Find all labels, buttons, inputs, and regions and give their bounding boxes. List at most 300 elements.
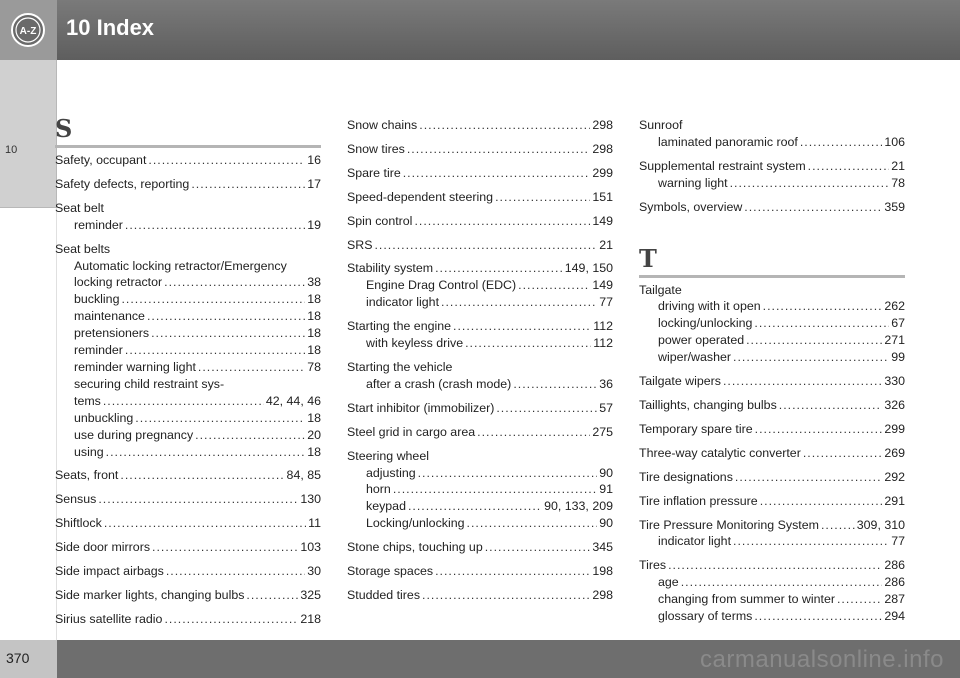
entry-page-number: 198 xyxy=(592,564,613,579)
dot-leader xyxy=(405,141,590,158)
entry-page-number: 84, 85 xyxy=(286,468,321,483)
index-subentry xyxy=(347,515,613,532)
section-letter: S xyxy=(55,114,73,143)
index-subentry xyxy=(347,277,613,294)
entry-text: Seat belt xyxy=(55,200,104,215)
index-subentry xyxy=(639,608,905,625)
chapter-tab xyxy=(0,60,57,208)
entry-text: Steering wheel xyxy=(347,448,429,463)
dot-leader xyxy=(752,315,889,332)
section-letter: T xyxy=(639,243,657,273)
index-entry xyxy=(347,189,613,206)
watermark: carmanualsonline.info xyxy=(700,646,944,673)
index-subentry xyxy=(55,308,321,325)
entry-page-number: 18 xyxy=(307,309,321,324)
dot-leader xyxy=(679,574,883,591)
entry-text: Sensus xyxy=(55,492,97,507)
entry-page-number: 325 xyxy=(300,587,321,602)
index-column-3 xyxy=(639,117,905,632)
dot-leader xyxy=(511,376,597,393)
dot-leader xyxy=(819,517,855,534)
dot-leader xyxy=(101,393,264,410)
index-subentry xyxy=(639,332,905,349)
entry-text: Tailgate xyxy=(639,282,682,297)
entry-text: laminated panoramic roof xyxy=(658,134,798,149)
index-subentry xyxy=(55,342,321,359)
index-entry-line xyxy=(639,158,905,175)
entry-page-number: 18 xyxy=(307,292,321,307)
entry-page-number: 269 xyxy=(884,445,905,460)
index-entry-line xyxy=(639,117,905,134)
index-subentry xyxy=(639,134,905,151)
index-entry-line xyxy=(639,445,905,462)
dot-leader xyxy=(162,274,305,291)
dot-leader xyxy=(406,498,542,515)
entry-page-number: 112 xyxy=(593,336,613,351)
dot-leader xyxy=(162,611,298,628)
entry-page-number: 78 xyxy=(891,175,905,190)
dot-leader xyxy=(731,533,889,550)
entry-page-number: 359 xyxy=(884,199,905,214)
index-entry-line xyxy=(347,117,613,134)
entry-text: Side impact airbags xyxy=(55,564,164,579)
index-subentry xyxy=(347,294,613,311)
entry-page-number: 292 xyxy=(884,469,905,484)
entry-text: Three-way catalytic converter xyxy=(639,445,801,460)
entry-page-number: 291 xyxy=(884,493,905,508)
entry-page-number: 78 xyxy=(307,359,321,374)
entry-text: Temporary spare tire xyxy=(639,421,753,436)
entry-text: Steel grid in cargo area xyxy=(347,424,476,439)
entry-text: horn xyxy=(366,482,391,497)
dot-leader xyxy=(119,291,305,308)
index-entry-line xyxy=(639,469,905,486)
entry-page-number: 20 xyxy=(307,427,321,442)
entry-text: after a crash (crash mode) xyxy=(366,376,512,391)
entry-text: indicator light xyxy=(658,534,732,549)
index-entry xyxy=(55,515,321,532)
entry-text: Safety defects, reporting xyxy=(55,176,190,191)
index-entry xyxy=(347,539,613,556)
index-entry xyxy=(347,400,613,417)
index-entry xyxy=(639,117,905,151)
index-entry-line xyxy=(639,557,905,574)
dot-leader xyxy=(463,335,591,352)
entry-page-number: 345 xyxy=(592,540,613,555)
chapter-tab-label: 10 xyxy=(5,144,18,156)
index-entry xyxy=(639,158,905,192)
entry-text: Starting the engine xyxy=(347,319,452,334)
dot-leader xyxy=(475,424,590,441)
dot-leader xyxy=(118,467,284,484)
entry-text: using xyxy=(74,444,104,459)
index-entry xyxy=(639,469,905,486)
entry-page-number: 57 xyxy=(599,400,613,415)
index-subentry xyxy=(639,349,905,366)
dot-leader xyxy=(721,373,882,390)
index-subentry xyxy=(55,274,321,291)
index-entry-line xyxy=(347,587,613,604)
entry-page-number: 286 xyxy=(884,558,905,573)
dot-leader xyxy=(102,515,306,532)
entry-page-number: 299 xyxy=(592,165,613,180)
a-z-index-icon xyxy=(10,12,46,48)
entry-page-number: 77 xyxy=(599,295,613,310)
entry-text: Seat belts xyxy=(55,241,111,256)
entry-text: securing child restraint sys- xyxy=(74,376,225,391)
index-entry-line xyxy=(55,539,321,556)
letter-heading xyxy=(55,112,321,148)
entry-page-number: 287 xyxy=(884,592,905,607)
entry-text: Sirius satellite radio xyxy=(55,611,163,626)
entry-page-number: 19 xyxy=(307,217,321,232)
index-entry-line xyxy=(347,539,613,556)
dot-leader xyxy=(164,563,305,580)
entry-page-number: 99 xyxy=(891,350,905,365)
dot-leader xyxy=(433,563,590,580)
entry-text: warning light xyxy=(658,175,728,190)
dot-leader xyxy=(483,539,591,556)
svg-text:A-Z: A-Z xyxy=(19,26,37,37)
page-title: 10 Index xyxy=(66,15,155,40)
entry-page-number: 21 xyxy=(599,237,613,252)
index-entry xyxy=(347,424,613,441)
dot-leader xyxy=(758,493,883,510)
index-entry xyxy=(347,318,613,352)
index-entry-line xyxy=(347,141,613,158)
index-entry xyxy=(347,563,613,580)
entry-text: wiper/washer xyxy=(658,350,731,365)
dot-leader xyxy=(244,587,298,604)
entry-text: Sunroof xyxy=(639,118,683,132)
dot-leader xyxy=(744,332,882,349)
entry-text: Tires xyxy=(639,558,667,573)
dot-leader xyxy=(145,308,305,325)
entry-page-number: 294 xyxy=(884,609,905,624)
dot-leader xyxy=(753,421,883,438)
entry-page-number: 90 xyxy=(599,516,613,531)
entry-page-number: 42, 44, 46 xyxy=(265,393,321,408)
dot-leader xyxy=(196,359,305,376)
dot-leader xyxy=(417,117,590,134)
index-entry-line xyxy=(55,467,321,484)
index-entry xyxy=(639,282,905,367)
index-entry xyxy=(347,141,613,158)
entry-text: with keyless drive xyxy=(366,336,464,351)
entry-text: Tire Pressure Monitoring System xyxy=(639,517,819,532)
entry-text: Spare tire xyxy=(347,165,401,180)
entry-page-number: 36 xyxy=(599,376,613,391)
index-entry-line xyxy=(639,517,905,534)
index-entry xyxy=(55,611,321,628)
dot-leader xyxy=(761,298,883,315)
index-subentry xyxy=(639,574,905,591)
section-gap xyxy=(639,223,905,242)
dot-leader xyxy=(149,325,305,342)
entry-text: reminder xyxy=(74,343,123,358)
dot-leader xyxy=(123,217,305,234)
index-subentry xyxy=(55,427,321,444)
index-entry-line xyxy=(55,152,321,169)
entry-page-number: 151 xyxy=(592,189,613,204)
entry-page-number: 326 xyxy=(884,397,905,412)
index-column-2 xyxy=(347,117,613,611)
index-entry xyxy=(639,557,905,625)
entry-text: maintenance xyxy=(74,309,145,324)
entry-page-number: 21 xyxy=(891,158,905,173)
index-entry-line xyxy=(55,563,321,580)
entry-text: Tailgate wipers xyxy=(639,374,721,389)
entry-text: indicator light xyxy=(366,295,440,310)
dot-leader xyxy=(439,294,597,311)
page-gutter xyxy=(0,208,57,640)
index-entry-line xyxy=(639,421,905,438)
entry-page-number: 271 xyxy=(884,333,905,348)
index-entry-line xyxy=(347,318,613,335)
index-entry xyxy=(347,237,613,254)
dot-leader xyxy=(494,400,597,417)
dot-leader xyxy=(742,199,882,216)
index-subentry xyxy=(55,393,321,410)
index-subentry xyxy=(347,498,613,515)
dot-leader xyxy=(372,237,597,254)
index-entry xyxy=(55,491,321,508)
index-entry xyxy=(347,587,613,604)
entry-text: SRS xyxy=(347,237,373,252)
dot-leader xyxy=(150,539,298,556)
entry-text: buckling xyxy=(74,292,120,307)
index-subentry xyxy=(55,217,321,234)
page-number: 370 xyxy=(6,650,30,666)
dot-leader xyxy=(777,397,883,414)
entry-text: Side marker lights, changing bulbs xyxy=(55,587,245,602)
index-entry xyxy=(639,199,905,216)
dot-leader xyxy=(133,410,305,427)
entry-page-number: 275 xyxy=(592,424,613,439)
index-entry-line xyxy=(347,260,613,277)
index-column-1 xyxy=(55,112,321,635)
entry-page-number: 18 xyxy=(307,444,321,459)
index-entry-line xyxy=(55,587,321,604)
index-entry-line xyxy=(347,213,613,230)
entry-text: unbuckling xyxy=(74,410,134,425)
index-entry-line xyxy=(55,491,321,508)
entry-text: Speed-dependent steering xyxy=(347,189,494,204)
index-entry xyxy=(347,260,613,311)
entry-text: Spin control xyxy=(347,213,413,228)
index-subentry xyxy=(55,410,321,427)
entry-text: Stone chips, touching up xyxy=(347,540,483,555)
index-entry xyxy=(347,165,613,182)
entry-text: locking/unlocking xyxy=(658,316,753,331)
entry-text: Symbols, overview xyxy=(639,199,743,214)
entry-text: Taillights, changing bulbs xyxy=(639,397,777,412)
index-entry-line xyxy=(55,241,321,258)
index-entry-line xyxy=(55,200,321,217)
entry-text: driving with it open xyxy=(658,299,761,314)
dot-leader xyxy=(123,342,305,359)
entry-page-number: 30 xyxy=(307,564,321,579)
entry-text: Snow tires xyxy=(347,141,405,156)
index-subentry xyxy=(347,465,613,482)
dot-leader xyxy=(801,445,882,462)
entry-page-number: 77 xyxy=(891,534,905,549)
dot-leader xyxy=(752,608,882,625)
letter-heading xyxy=(639,242,905,278)
entry-page-number: 218 xyxy=(300,611,321,626)
index-subentry xyxy=(347,376,613,393)
index-subentry xyxy=(55,291,321,308)
index-subentry xyxy=(55,376,321,393)
page-number-tab xyxy=(0,640,57,678)
entry-text: reminder warning light xyxy=(74,359,196,374)
entry-page-number: 38 xyxy=(307,275,321,290)
dot-leader xyxy=(193,427,305,444)
dot-leader xyxy=(835,591,882,608)
index-entry-line xyxy=(55,515,321,532)
page-header xyxy=(0,0,960,60)
entry-page-number: 262 xyxy=(884,299,905,314)
index-entry xyxy=(55,176,321,193)
entry-page-number: 298 xyxy=(592,587,613,602)
dot-leader xyxy=(493,189,590,206)
entry-text: Tire inflation pressure xyxy=(639,493,758,508)
dot-leader xyxy=(391,481,597,498)
index-entry xyxy=(55,241,321,461)
entry-page-number: 90, 133, 209 xyxy=(544,499,613,514)
entry-text: keypad xyxy=(366,499,406,514)
entry-text: Starting the vehicle xyxy=(347,359,453,374)
entry-text: Automatic locking retractor/Emergency xyxy=(74,258,287,273)
index-entry xyxy=(639,445,905,462)
entry-page-number: 67 xyxy=(891,316,905,331)
entry-text: age xyxy=(658,575,679,590)
index-subentry xyxy=(347,335,613,352)
index-entry xyxy=(55,539,321,556)
entry-text: power operated xyxy=(658,333,745,348)
entry-page-number: 330 xyxy=(884,374,905,389)
dot-leader xyxy=(451,318,591,335)
index-subentry xyxy=(639,591,905,608)
entry-text: Seats, front xyxy=(55,468,119,483)
entry-page-number: 106 xyxy=(884,134,905,149)
index-entry xyxy=(639,493,905,510)
entry-text: Engine Drag Control (EDC) xyxy=(366,278,517,293)
entry-page-number: 17 xyxy=(307,176,321,191)
index-subentry xyxy=(639,533,905,550)
index-entry xyxy=(347,359,613,393)
index-entry-line xyxy=(347,189,613,206)
index-entry-line xyxy=(347,165,613,182)
dot-leader xyxy=(420,587,590,604)
entry-page-number: 112 xyxy=(593,319,613,334)
index-entry-line xyxy=(639,373,905,390)
entry-page-number: 103 xyxy=(300,540,321,555)
index-subentry xyxy=(55,359,321,376)
entry-text: Studded tires xyxy=(347,587,421,602)
index-entry-line xyxy=(347,400,613,417)
index-entry xyxy=(55,467,321,484)
index-subentry xyxy=(639,315,905,332)
entry-page-number: 298 xyxy=(592,141,613,156)
entry-text: Start inhibitor (immobilizer) xyxy=(347,400,495,415)
entry-page-number: 298 xyxy=(592,118,613,132)
index-entry-line xyxy=(55,176,321,193)
index-entry xyxy=(639,421,905,438)
index-entry xyxy=(55,152,321,169)
index-entry-line xyxy=(639,199,905,216)
index-entry xyxy=(55,200,321,234)
dot-leader xyxy=(104,444,306,461)
entry-page-number: 90 xyxy=(599,465,613,480)
entry-page-number: 18 xyxy=(307,410,321,425)
index-entry-line xyxy=(347,237,613,254)
entry-page-number: 130 xyxy=(300,492,321,507)
dot-leader xyxy=(666,557,882,574)
dot-leader xyxy=(146,152,305,169)
dot-leader xyxy=(189,176,305,193)
entry-text: Storage spaces xyxy=(347,564,434,579)
dot-leader xyxy=(798,134,883,151)
index-entry xyxy=(347,213,613,230)
index-entry xyxy=(639,373,905,390)
index-subentry xyxy=(55,258,321,275)
entry-page-number: 149, 150 xyxy=(564,261,613,276)
entry-text: use during pregnancy xyxy=(74,427,194,442)
entry-text: changing from summer to winter xyxy=(658,592,835,607)
dot-leader xyxy=(516,277,590,294)
entry-text: Supplemental restraint system xyxy=(639,158,806,173)
index-subentry xyxy=(639,298,905,315)
dot-leader xyxy=(96,491,298,508)
entry-text: Side door mirrors xyxy=(55,540,151,555)
index-entry-line xyxy=(347,448,613,465)
index-entry-line xyxy=(347,563,613,580)
header-icon-tab xyxy=(0,0,57,60)
dot-leader xyxy=(731,349,889,366)
entry-text: pretensioners xyxy=(74,326,150,341)
entry-text: adjusting xyxy=(366,465,416,480)
entry-page-number: 299 xyxy=(884,421,905,436)
index-subentry xyxy=(55,444,321,461)
index-entry xyxy=(55,587,321,604)
entry-text: Stability system xyxy=(347,261,434,276)
index-subentry xyxy=(347,481,613,498)
entry-text: Tire designations xyxy=(639,469,733,484)
index-entry-line xyxy=(639,397,905,414)
page-footer xyxy=(0,640,960,678)
dot-leader xyxy=(433,260,563,277)
dot-leader xyxy=(416,465,598,482)
dot-leader xyxy=(728,175,890,192)
index-entry-line xyxy=(639,493,905,510)
dot-leader xyxy=(733,469,882,486)
entry-page-number: 11 xyxy=(308,516,321,531)
entry-page-number: 18 xyxy=(307,326,321,341)
entry-text: Locking/unlocking xyxy=(366,516,465,531)
entry-text: tems xyxy=(74,393,101,408)
index-entry xyxy=(639,517,905,551)
index-entry-line xyxy=(55,611,321,628)
index-entry xyxy=(55,563,321,580)
entry-page-number: 16 xyxy=(307,153,321,167)
entry-text: Snow chains xyxy=(347,118,418,132)
entry-text: Safety, occupant xyxy=(55,153,147,167)
dot-leader xyxy=(465,515,598,532)
index-subentry xyxy=(55,325,321,342)
index-entry-line xyxy=(347,359,613,376)
entry-page-number: 91 xyxy=(599,482,613,497)
